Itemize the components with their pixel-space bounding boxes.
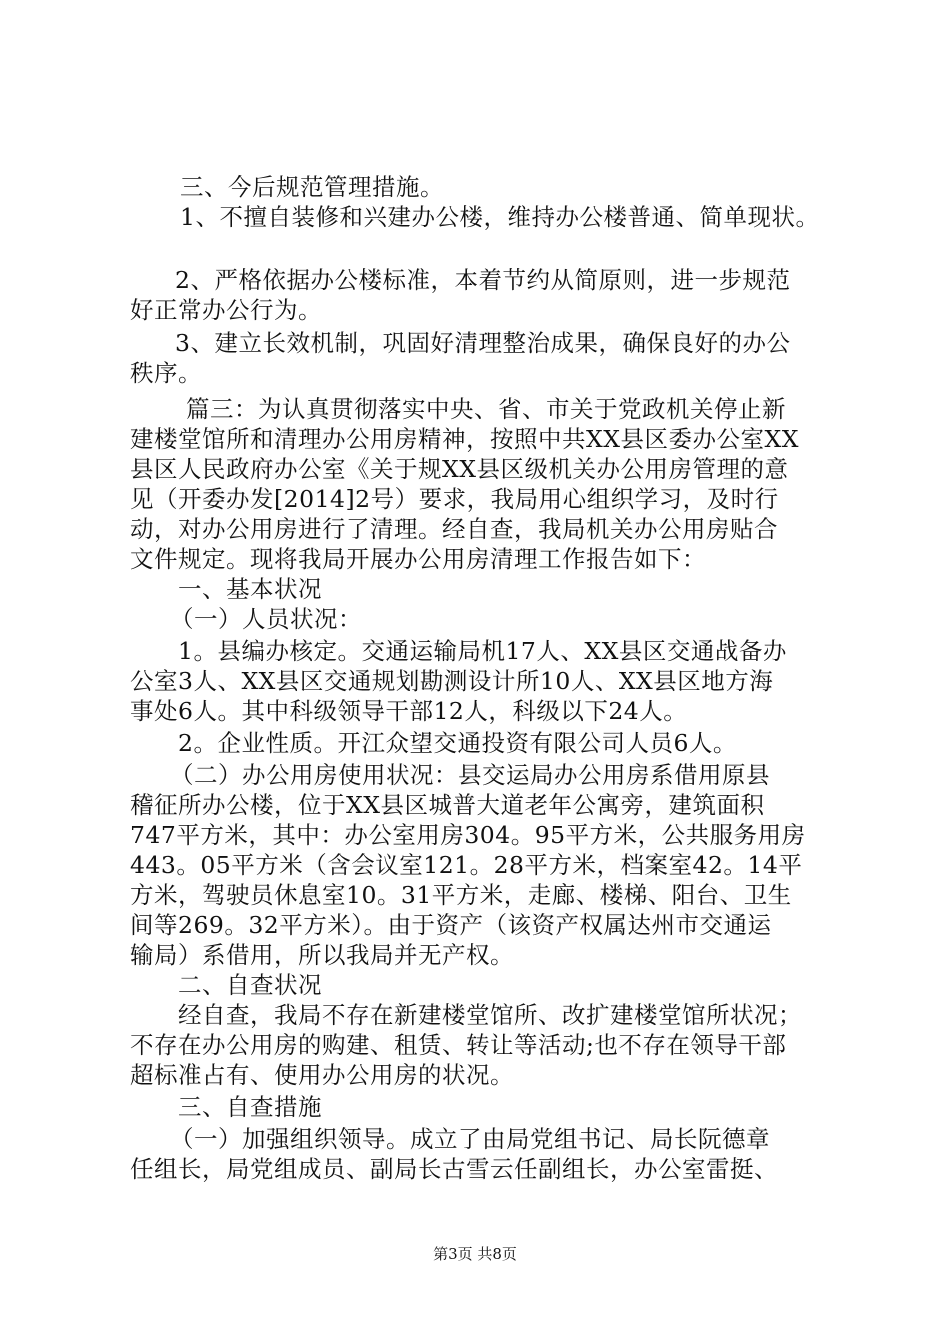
text-line: 动，对办公用房进行了清理。经自查，我局机关办公用房贴合 — [130, 515, 778, 543]
text-line: 文件规定。现将我局开展办公用房清理工作报告如下： — [130, 545, 706, 573]
text-line: 好正常办公行为。 — [130, 296, 322, 324]
text-line: 3、建立长效机制，巩固好清理整治成果，确保良好的办公 — [175, 329, 791, 357]
text-line: 不存在办公用房的购建、租赁、转让等活动;也不存在领导干部 — [130, 1031, 787, 1059]
text-line: 二、自查状况 — [178, 971, 322, 999]
text-line: 2。企业性质。开江众望交通投资有限公司人员6人。 — [178, 729, 737, 757]
text-line: 1、不擅自装修和兴建办公楼，维持办公楼普通、简单现状。 — [180, 203, 820, 231]
text-line: 747平方米，其中：办公室用房304。95平方米，公共服务用房 — [130, 821, 806, 849]
text-line: 稽征所办公楼，位于XX县区城普大道老年公寓旁，建筑面积 — [130, 791, 765, 819]
text-line: 443。05平方米（含会议室121。28平方米，档案室42。14平 — [130, 851, 803, 879]
text-line: 方米，驾驶员休息室10。31平方米，走廊、楼梯、阳台、卫生 — [130, 881, 792, 909]
text-line: 秩序。 — [130, 359, 202, 387]
text-line: 见（开委办发[2014]2号）要求，我局用心组织学习，及时行 — [130, 485, 779, 513]
text-line: 经自查，我局不存在新建楼堂馆所、改扩建楼堂馆所状况； — [178, 1001, 802, 1029]
text-line: 三、今后规范管理措施。 — [180, 173, 444, 201]
text-line: （一）人员状况： — [170, 605, 362, 633]
text-line: 输局）系借用，所以我局并无产权。 — [130, 941, 514, 969]
text-line: 公室3人、XX县区交通规划勘测设计所10人、XX县区地方海 — [130, 667, 774, 695]
text-line: 建楼堂馆所和清理办公用房精神，按照中共XX县区委办公室XX — [130, 425, 799, 453]
page-number-footer: 第3页 共8页 — [433, 1245, 517, 1263]
text-line: 1。县编办核定。交通运输局机17人、XX县区交通战备办 — [178, 637, 787, 665]
text-line: 一、基本状况 — [178, 575, 322, 603]
text-line: 事处6人。其中科级领导干部12人，科级以下24人。 — [130, 697, 688, 725]
text-line: 间等269。32平方米）。由于资产（该资产权属达州市交通运 — [130, 911, 772, 939]
text-line: （一）加强组织领导。成立了由局党组书记、局长阮德章 — [170, 1125, 770, 1153]
text-line: 2、严格依据办公楼标准，本着节约从简原则，进一步规范 — [175, 266, 791, 294]
text-line: 县区人民政府办公室《关于规XX县区级机关办公用房管理的意 — [130, 455, 789, 483]
text-line: 任组长，局党组成员、副局长古雪云任副组长，办公室雷挺、 — [130, 1155, 778, 1183]
text-line: 三、自查措施 — [178, 1093, 322, 1121]
text-line: 篇三：为认真贯彻落实中央、省、市关于党政机关停止新 — [186, 395, 786, 423]
text-line: （二）办公用房使用状况：县交运局办公用房系借用原县 — [170, 761, 770, 789]
text-line: 超标准占有、使用办公用房的状况。 — [130, 1061, 514, 1089]
